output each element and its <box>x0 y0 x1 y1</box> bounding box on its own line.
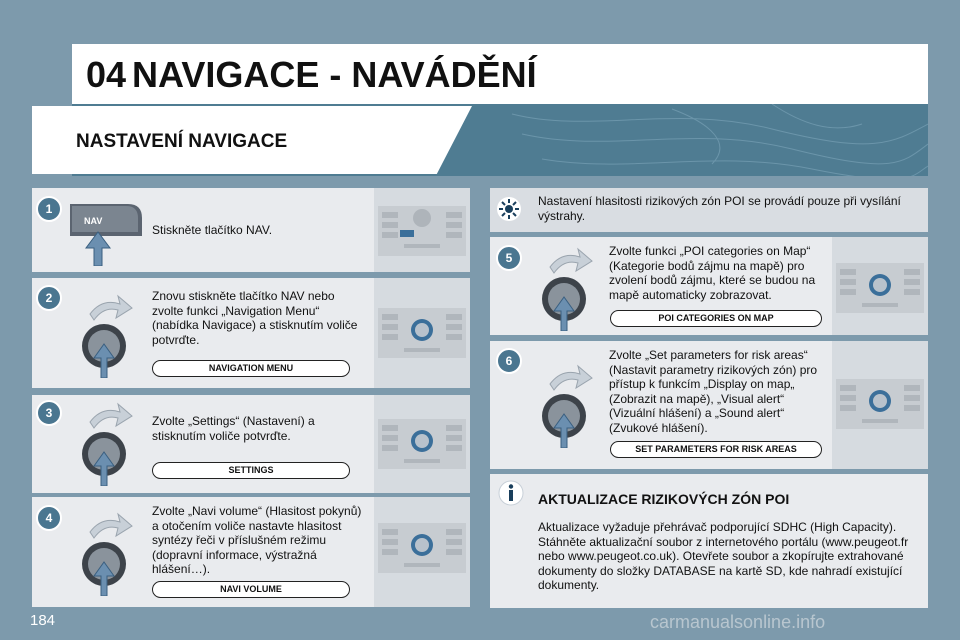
sun-icon <box>496 196 522 222</box>
nav-key-label: NAV <box>84 216 103 226</box>
radio-panel-icon <box>374 198 470 262</box>
step-3-text: Zvolte „Settings“ (Nastavení) a stisknutím voliče potvrďte. <box>152 414 315 443</box>
tip-text: Nastavení hlasitosti rizikových zón POI se provádí pouze při vysílání výstrahy. <box>538 194 901 223</box>
step-3-number: 3 <box>36 400 62 426</box>
rotary-knob-illustration-3 <box>72 400 142 486</box>
info-title: AKTUALIZACE RIZIKOVÝCH ZÓN POI <box>538 491 790 507</box>
poi-categories-label: POI CATEGORIES ON MAP <box>610 310 822 327</box>
navigation-menu-label: NAVIGATION MENU <box>152 360 350 377</box>
info-icon <box>498 480 524 506</box>
radio-panel-icon <box>374 411 470 475</box>
step-2-radio-image <box>374 278 470 388</box>
step-6-number: 6 <box>496 348 522 374</box>
set-parameters-label: SET PARAMETERS FOR RISK AREAS <box>610 441 822 458</box>
page-number: 184 <box>30 612 56 629</box>
page-title: NAVIGACE - NAVÁDĚNÍ <box>132 54 537 95</box>
step-4-number: 4 <box>36 505 62 531</box>
rotary-knob-illustration-6 <box>532 362 602 448</box>
step-5-number: 5 <box>496 245 522 271</box>
nav-key-illustration <box>70 196 150 246</box>
rotary-knob-illustration-5 <box>532 245 602 331</box>
navi-volume-label: NAVI VOLUME <box>152 581 350 598</box>
step-1-radio-image <box>374 188 470 272</box>
info-text: Aktualizace vyžaduje přehrávač podporující SDHC (High Capacity). Stáhněte aktualizační soubor z internetového portálu (www.peugeot.fr nebo www.peugeot.co.uk). Otevřete soubor a zkopírujte extrahované dokumenty do složky DATABASE na kartě SD, kde nahradí existující dokumenty. <box>538 520 909 592</box>
watermark: carmanualsonline.info <box>650 612 826 632</box>
step-4-text: Zvolte „Navi volume“ (Hlasitost pokynů) a otočením voliče nastavte hlasitost syntézy řeči v příslušném režimu (dopravní informace, výstražná hlášení…). <box>152 504 362 576</box>
step-1-text: Stiskněte tlačítko NAV. <box>152 223 273 237</box>
settings-label: SETTINGS <box>152 462 350 479</box>
step-2-text: Znovu stiskněte tlačítko NAV nebo zvolte funkci „Navigation Menu“ (nabídka Navigace) a stisknutím voliče potvrďte. <box>152 289 358 347</box>
rotary-knob-illustration-2 <box>72 292 142 378</box>
step-3-radio-image <box>374 395 470 493</box>
step-4-radio-image <box>374 497 470 607</box>
step-6-text: Zvolte „Set parameters for risk areas“ (Nastavit parametry rizikových zón) pro přístup k funkcím „Display on map„ (Zobrazit na mapě), „Visual alert“ (Vizuální hlášení) a „Sound alert“ (Zvukové hlášení). <box>609 348 818 435</box>
radio-panel-icon <box>832 255 928 319</box>
step-6-radio-image <box>832 341 928 469</box>
step-2-number: 2 <box>36 285 62 311</box>
rotary-knob-illustration-4 <box>72 510 142 596</box>
section-title: NASTAVENÍ NAVIGACE <box>76 131 288 152</box>
radio-panel-icon <box>374 300 470 364</box>
step-1-number: 1 <box>36 196 62 222</box>
radio-panel-icon <box>374 515 470 579</box>
step-5-text: Zvolte funkci „POI categories on Map“ (Kategorie bodů zájmu na mapě) pro zvolení bodů zájmu, které se budou na mapě automaticky zobrazovat. <box>609 244 816 302</box>
chapter-number: 04 <box>86 54 127 95</box>
step-5-radio-image <box>832 237 928 335</box>
radio-panel-icon <box>832 371 928 435</box>
